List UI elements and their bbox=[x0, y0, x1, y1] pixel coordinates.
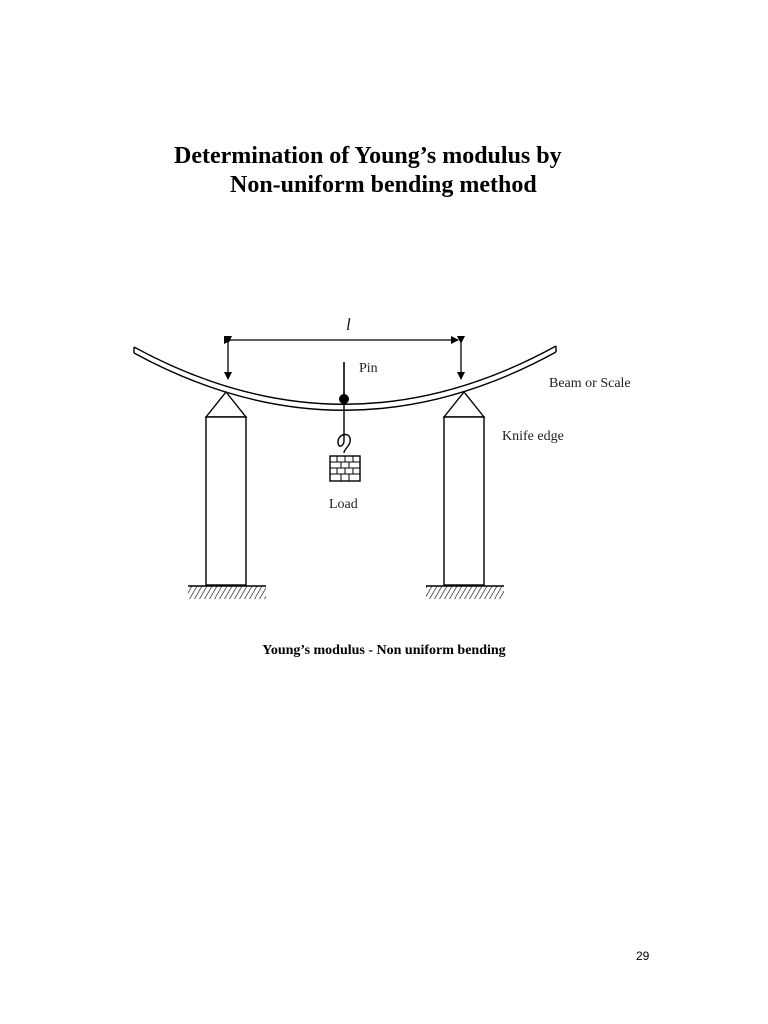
right-base bbox=[426, 586, 504, 599]
left-support bbox=[188, 392, 266, 599]
non-uniform-bending-diagram bbox=[0, 300, 768, 610]
pin-label: Pin bbox=[359, 361, 378, 376]
right-support bbox=[426, 392, 504, 599]
right-pillar bbox=[444, 417, 484, 585]
load bbox=[329, 404, 360, 512]
load-weight-block bbox=[330, 456, 360, 481]
load-label: Load bbox=[329, 497, 358, 512]
span-label: l bbox=[346, 315, 351, 334]
page-number: 29 bbox=[636, 949, 650, 963]
page-title bbox=[0, 142, 768, 200]
figure-caption: Young’s modulus - Non uniform bending bbox=[262, 643, 506, 658]
pin bbox=[339, 361, 378, 404]
beam-label: Beam or Scale bbox=[549, 376, 631, 391]
title-line-1: Determination of Young’s modulus by bbox=[174, 143, 562, 169]
left-base bbox=[188, 586, 266, 599]
left-pillar bbox=[206, 417, 246, 585]
title-line-2: Non-uniform bending method bbox=[230, 172, 537, 198]
knife-edge-label: Knife edge bbox=[502, 429, 564, 444]
